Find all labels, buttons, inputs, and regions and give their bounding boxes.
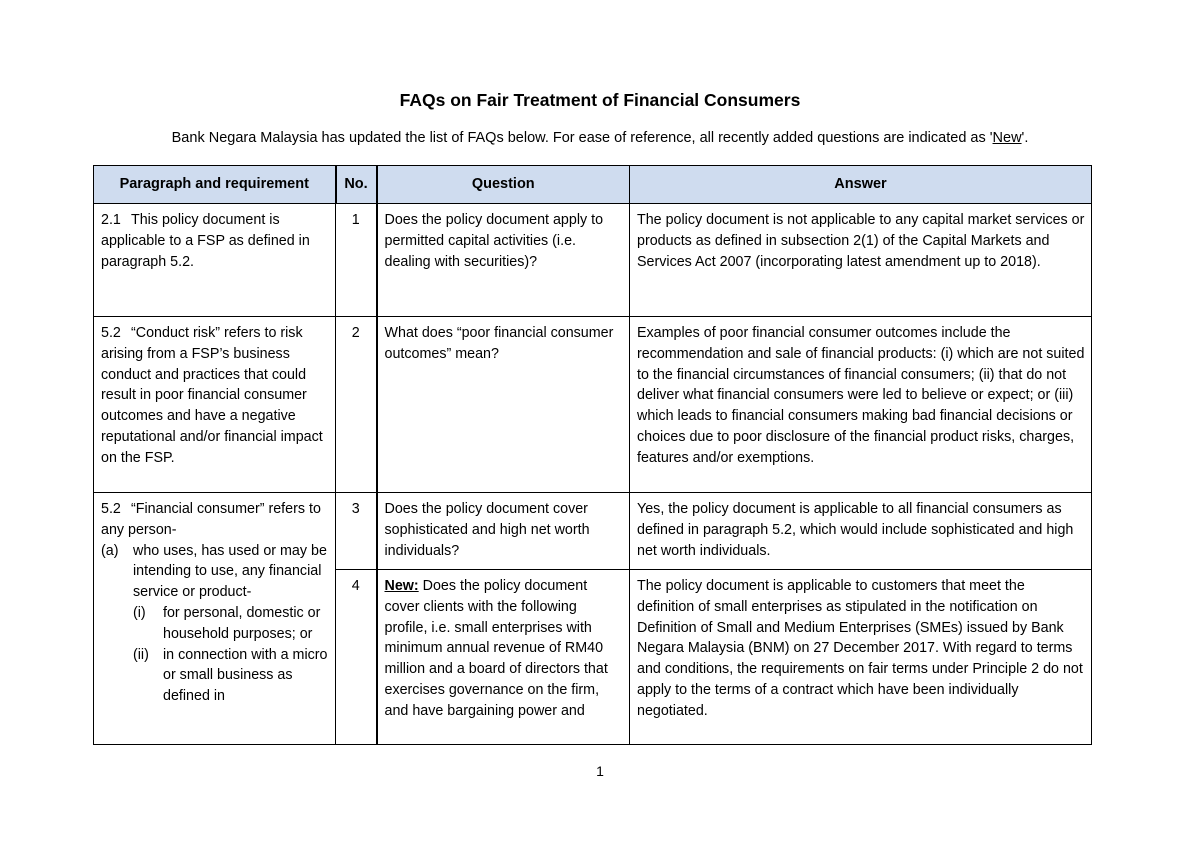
paragraph-lead xyxy=(101,499,329,541)
paragraph-id: 5.2 xyxy=(101,325,121,341)
table-row xyxy=(94,204,1092,317)
header-answer: Answer xyxy=(630,166,1092,204)
header-no: No. xyxy=(336,166,377,204)
table-row xyxy=(94,493,1092,570)
question-cell: Does the policy document cover sophisticated and high net worth individuals? xyxy=(377,493,630,570)
intro-text-start: Bank Negara Malaysia has updated the list of FAQs below. For ease of reference, all recently added questions are indicated as ' xyxy=(171,130,993,146)
page-number: 1 xyxy=(596,763,604,779)
list-label: (i) xyxy=(133,604,146,621)
new-tag: New: xyxy=(384,578,419,594)
list-item-i xyxy=(101,603,329,645)
paragraph-cell xyxy=(94,204,336,317)
paragraph-cell xyxy=(94,493,336,745)
answer-cell: Examples of poor financial consumer outcomes include the recommendation and sale of financial products: (i) which are not suited to the financial circumstances of financial consumers; (ii) that do not deliver what financial consumers were led to believe or expect; or (iii) which leads to financial consumers making bad financial decisions or choices due to poor disclosure of the financial product risks, charges, features and/or exemptions. xyxy=(630,317,1092,493)
list-label: (ii) xyxy=(133,646,149,663)
intro-text-end: '. xyxy=(1021,130,1029,146)
question-number: 1 xyxy=(336,204,377,317)
table-header-row xyxy=(94,166,1092,204)
paragraph-id: 2.1 xyxy=(101,212,121,228)
list-text: in connection with a micro or small business as defined in xyxy=(163,646,328,705)
faq-table xyxy=(93,165,1092,745)
document-title: FAQs on Fair Treatment of Financial Consumers xyxy=(399,90,801,110)
question-number: 4 xyxy=(336,570,377,745)
list-text: who uses, has used or may be intending to use, any financial service or product- xyxy=(133,542,327,601)
intro-new-marker: New xyxy=(992,130,1022,146)
list-item-ii xyxy=(101,645,329,707)
list-item-a xyxy=(101,541,329,603)
paragraph-text: “Conduct risk” refers to risk arising from a FSP’s business conduct and practices that could result in poor financial consumer outcomes and have a negative reputational and/or financial impact on the FSP. xyxy=(101,325,323,466)
question-number: 2 xyxy=(336,317,377,493)
paragraph-text: This policy document is applicable to a FSP as defined in paragraph 5.2. xyxy=(101,212,310,270)
paragraph-text: “Financial consumer” refers to any person- xyxy=(101,501,321,538)
question-text: Does the policy document cover clients with the following profile, i.e. small enterprises with minimum annual revenue of RM40 million and a board of directors that exercises governance on the firm, and have bargaining power and xyxy=(384,578,608,719)
intro-paragraph xyxy=(0,128,1200,148)
header-question: Question xyxy=(377,166,630,204)
table-row xyxy=(94,317,1092,493)
list-text: for personal, domestic or household purposes; or xyxy=(163,604,321,642)
question-cell: What does “poor financial consumer outcomes” mean? xyxy=(377,317,630,493)
answer-cell: Yes, the policy document is applicable to all financial consumers as defined in paragraph 5.2, which would include sophisticated and high net worth individuals. xyxy=(630,493,1092,570)
question-cell: Does the policy document apply to permitted capital activities (i.e. dealing with securities)? xyxy=(377,204,630,317)
answer-cell: The policy document is not applicable to any capital market services or products as defined in subsection 2(1) of the Capital Markets and Services Act 2007 (incorporating latest amendment up to 2018). xyxy=(630,204,1092,317)
list-label: (a) xyxy=(101,542,119,559)
answer-cell: The policy document is applicable to customers that meet the definition of small enterprises as stipulated in the notification on Definition of Small and Medium Enterprises (SMEs) issued by Bank Negara Malaysia (BNM) on 27 December 2017. With regard to terms and conditions, the requirements on fair terms under Principle 2 do not apply to the terms of a contract which have been individually negotiated. xyxy=(630,570,1092,745)
header-paragraph: Paragraph and requirement xyxy=(94,166,336,204)
paragraph-id: 5.2 xyxy=(101,501,121,517)
question-number: 3 xyxy=(336,493,377,570)
question-cell xyxy=(377,570,630,745)
paragraph-cell xyxy=(94,317,336,493)
